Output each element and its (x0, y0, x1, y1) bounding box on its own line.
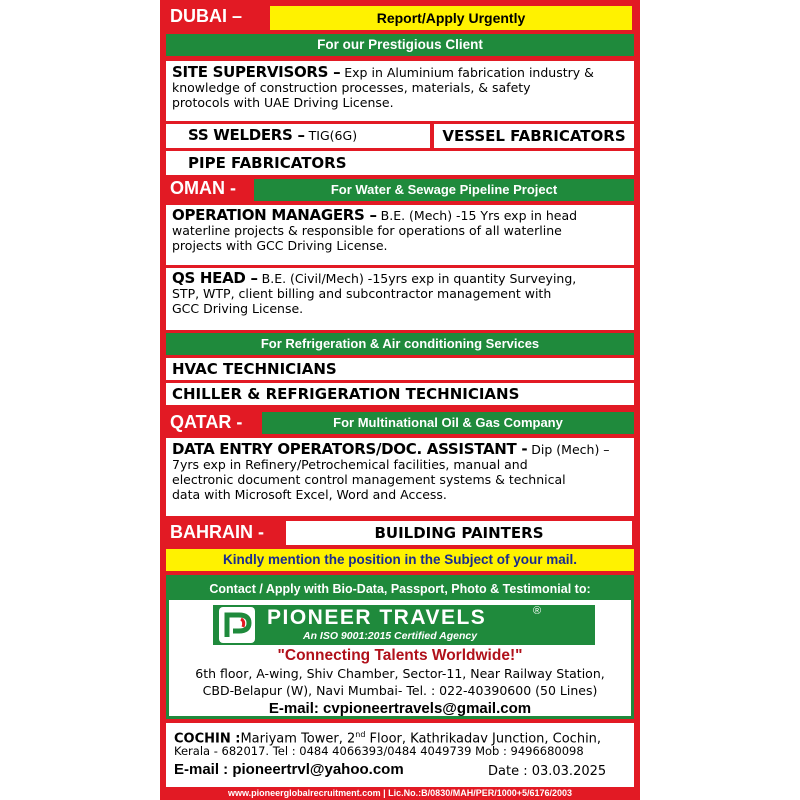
qs-head-title: QS HEAD – (172, 269, 258, 287)
site-supervisors-title: SITE SUPERVISORS – (172, 63, 341, 81)
refrigeration-banner: For Refrigeration & Air conditioning Services (166, 333, 634, 355)
pipe-fabricators: PIPE FABRICATORS (166, 151, 634, 175)
registered-mark: ® (533, 605, 542, 617)
operation-managers-line2: waterline projects & responsible for operations of all waterline (172, 223, 562, 238)
data-entry-title: DATA ENTRY OPERATORS/DOC. ASSISTANT - (172, 440, 528, 458)
operation-managers-line3: projects with GCC Driving License. (172, 238, 388, 253)
address-line2: CBD-Belapur (W), Navi Mumbai- Tel. : 022-40390600 (50 Lines) (202, 683, 598, 698)
qatar-company-banner: For Multinational Oil & Gas Company (262, 412, 634, 434)
cochin-address-b: Floor, Kathrikadav Junction, Cochin, (365, 731, 602, 747)
cochin-line2: Kerala - 682017. Tel : 0484 4066393/0484 4049739 Mob : 9496680098 (174, 744, 584, 758)
data-entry-line0: Dip (Mech) – (531, 442, 610, 457)
data-entry-line2: electronic document control management systems & technical (172, 472, 566, 487)
qs-head-line3: GCC Driving License. (172, 301, 304, 316)
chiller-technicians: CHILLER & REFRIGERATION TECHNICIANS (166, 383, 634, 405)
ss-welders-box (166, 124, 430, 148)
site-supervisors-line3: protocols with UAE Driving License. (172, 95, 394, 110)
cochin-label: COCHIN : (174, 731, 241, 747)
qs-head-box (166, 268, 634, 330)
qs-head-line2: STP, WTP, client billing and subcontractor management with (172, 286, 552, 301)
site-supervisors-line2: knowledge of construction processes, materials, & safety (172, 80, 531, 95)
cochin-email[interactable]: E-mail : pioneertrvl@yahoo.com (174, 761, 404, 778)
contact-header: Contact / Apply with Bio-Data, Passport, Photo & Testimonial to: (169, 578, 631, 600)
qs-head-line1: B.E. (Civil/Mech) -15yrs exp in quantity Surveying, (261, 271, 577, 286)
data-entry-line1: 7yrs exp in Refinery/Petrochemical facilities, manual and (172, 457, 528, 472)
operation-managers-line1: B.E. (Mech) -15 Yrs exp in head (380, 208, 578, 223)
country-oman: OMAN - (170, 178, 236, 198)
subject-notice: Kindly mention the position in the Subject of your mail. (166, 549, 634, 571)
footer-license: www.pioneerglobalrecruitment.com | Lic.No.:B/0830/MAH/PER/1000+5/6176/2003 (227, 788, 573, 798)
tagline: "Connecting Talents Worldwide!" (277, 647, 523, 664)
site-supervisors-line1: Exp in Aluminium fabrication industry & (344, 65, 594, 80)
hvac-technicians: HVAC TECHNICIANS (166, 358, 634, 380)
building-painters: BUILDING PAINTERS (286, 521, 632, 545)
vessel-fabricators: VESSEL FABRICATORS (434, 124, 634, 148)
data-entry-box (166, 438, 634, 516)
country-bahrain: BAHRAIN - (170, 522, 264, 542)
cochin-address-a: Mariyam Tower, 2 (240, 731, 356, 747)
pioneer-company-name: PIONEER TRAVELS (267, 606, 487, 629)
flyer-date: Date : 03.03.2025 (488, 764, 607, 779)
ss-welders-title: SS WELDERS – (188, 126, 305, 144)
operation-managers-box (166, 205, 634, 265)
cochin-ordinal: nd (355, 730, 366, 739)
client-banner: For our Prestigious Client (166, 34, 634, 56)
address-line1: 6th floor, A-wing, Shiv Chamber, Sector-11, Near Railway Station, (195, 666, 605, 681)
urgent-banner: Report/Apply Urgently (270, 6, 632, 30)
cochin-box (166, 723, 634, 787)
pioneer-logo-bar (213, 605, 595, 645)
site-supervisors-box (166, 61, 634, 121)
data-entry-line3: data with Microsoft Excel, Word and Access. (172, 487, 447, 502)
country-dubai: DUBAI – (170, 6, 243, 26)
oman-project-banner: For Water & Sewage Pipeline Project (254, 179, 634, 201)
iso-certification: An ISO 9001:2015 Certified Agency (303, 630, 478, 642)
contact-email[interactable]: E-mail: cvpioneertravels@gmail.com (268, 700, 532, 717)
operation-managers-title: OPERATION MANAGERS – (172, 206, 377, 224)
contact-box (166, 575, 634, 719)
pioneer-logo-icon (219, 607, 255, 643)
country-qatar: QATAR - (170, 412, 243, 432)
ss-welders-detail: TIG(6G) (308, 128, 358, 143)
